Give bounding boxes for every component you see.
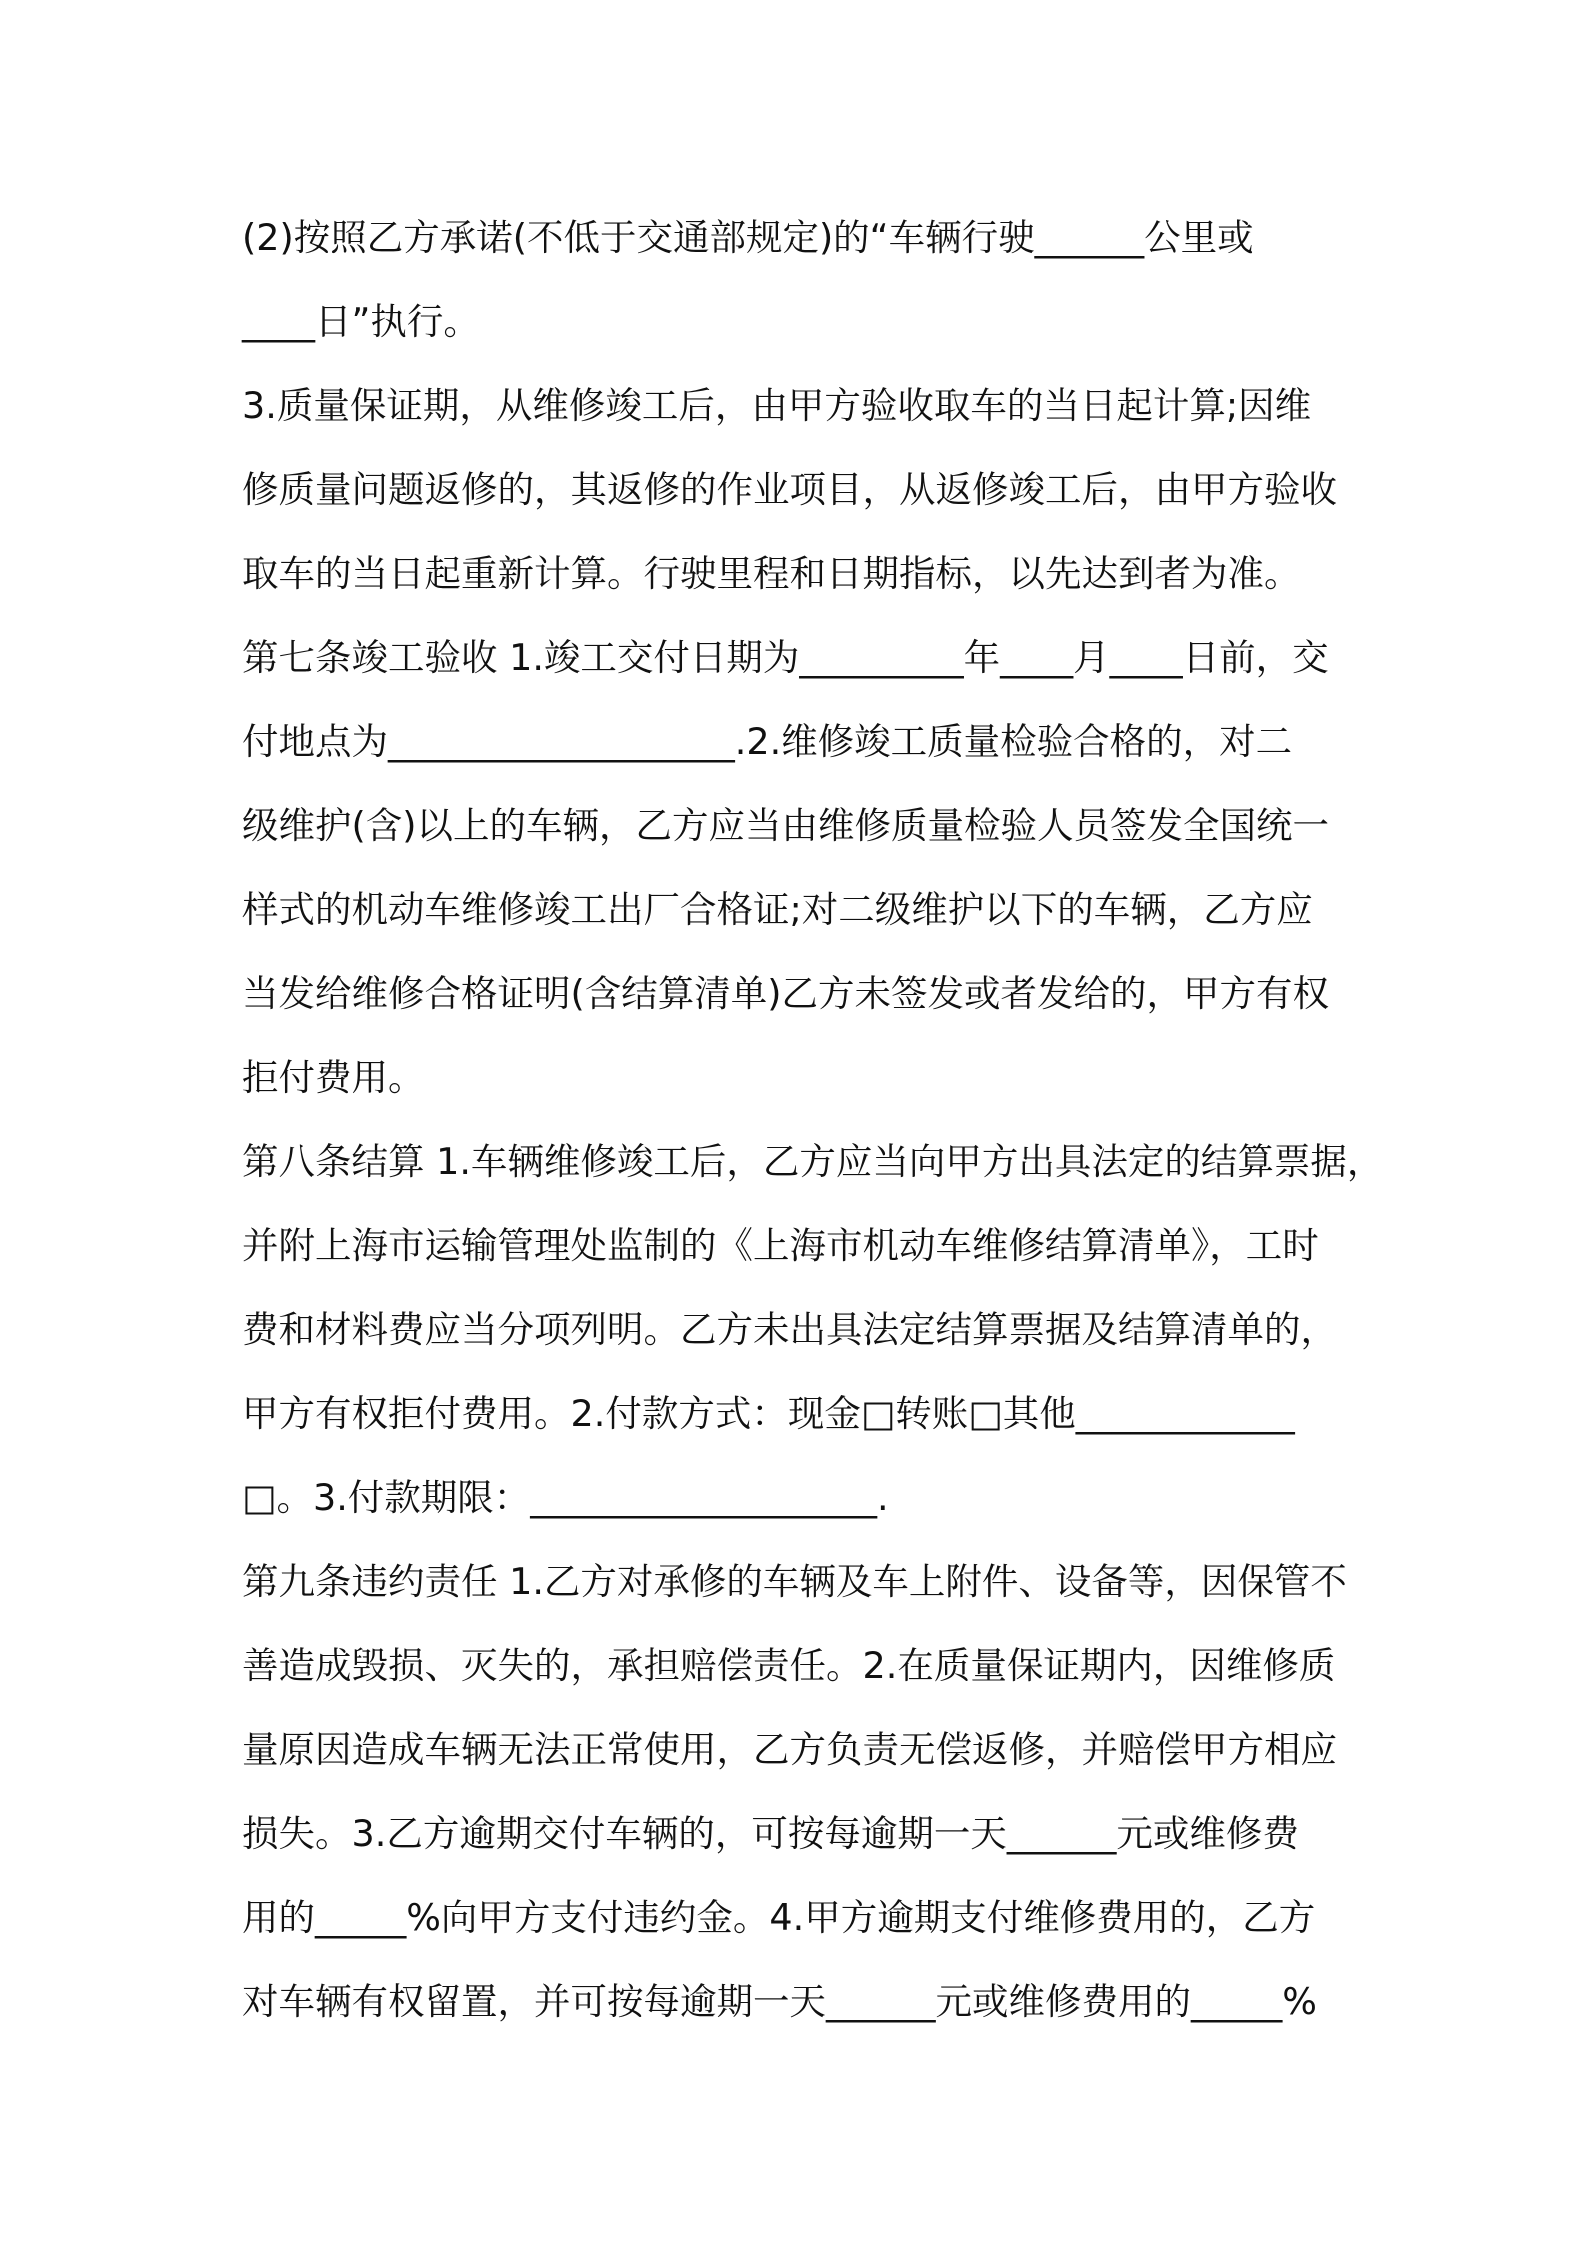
text-line: 费和材料费应当分项列明。乙方未出具法定结算票据及结算清单的，: [242, 1308, 1337, 1351]
text-line: 并附上海市运输管理处监制的《上海市机动车维修结算清单》，工时: [242, 1224, 1319, 1267]
text-line: 级维护(含)以上的车辆，乙方应当由维修质量检验人员签发全国统一: [242, 804, 1329, 847]
text-line: 量原因造成车辆无法正常使用，乙方负责无偿返修，并赔偿甲方相应: [242, 1728, 1337, 1771]
text-line: 取车的当日起重新计算。行驶里程和日期指标，以先达到者为准。: [242, 552, 1301, 595]
text-line: □。3.付款期限：___________________.: [242, 1476, 889, 1519]
text-line: 付地点为___________________.2.维修竣工质量检验合格的，对二: [242, 720, 1293, 763]
text-line: 样式的机动车维修竣工出厂合格证;对二级维护以下的车辆，乙方应: [242, 888, 1313, 931]
text-line: 甲方有权拒付费用。2.付款方式：现金□转账□其他____________: [242, 1392, 1295, 1435]
text-line: ____日”执行。: [242, 300, 480, 343]
text-line: 拒付费用。: [242, 1056, 425, 1099]
text-line: 当发给维修合格证明(含结算清单)乙方未签发或者发给的，甲方有权: [242, 972, 1329, 1015]
document-body: [242, 196, 1384, 2044]
text-line: 用的_____%向甲方支付违约金。4.甲方逾期支付维修费用的，乙方: [242, 1896, 1316, 1939]
text-line: 对车辆有权留置，并可按每逾期一天______元或维修费用的_____%: [242, 1980, 1317, 2023]
text-line: 第八条结算 1.车辆维修竣工后，乙方应当向甲方出具法定的结算票据，: [242, 1140, 1384, 1183]
text-line: (2)按照乙方承诺(不低于交通部规定)的“车辆行驶______公里或: [242, 216, 1254, 259]
text-line: 善造成毁损、灭失的，承担赔偿责任。2.在质量保证期内，因维修质: [242, 1644, 1336, 1687]
text-line: 修质量问题返修的，其返修的作业项目，从返修竣工后，由甲方验收: [242, 468, 1337, 511]
text-line: 损失。3.乙方逾期交付车辆的，可按每逾期一天______元或维修费: [242, 1812, 1299, 1855]
text-line: 第九条违约责任 1.乙方对承修的车辆及车上附件、设备等，因保管不: [242, 1560, 1347, 1603]
text-line: 第七条竣工验收 1.竣工交付日期为_________年____月____日前，交: [242, 636, 1329, 679]
text-line: 3.质量保证期，从维修竣工后，由甲方验收取车的当日起计算;因维: [242, 384, 1312, 427]
